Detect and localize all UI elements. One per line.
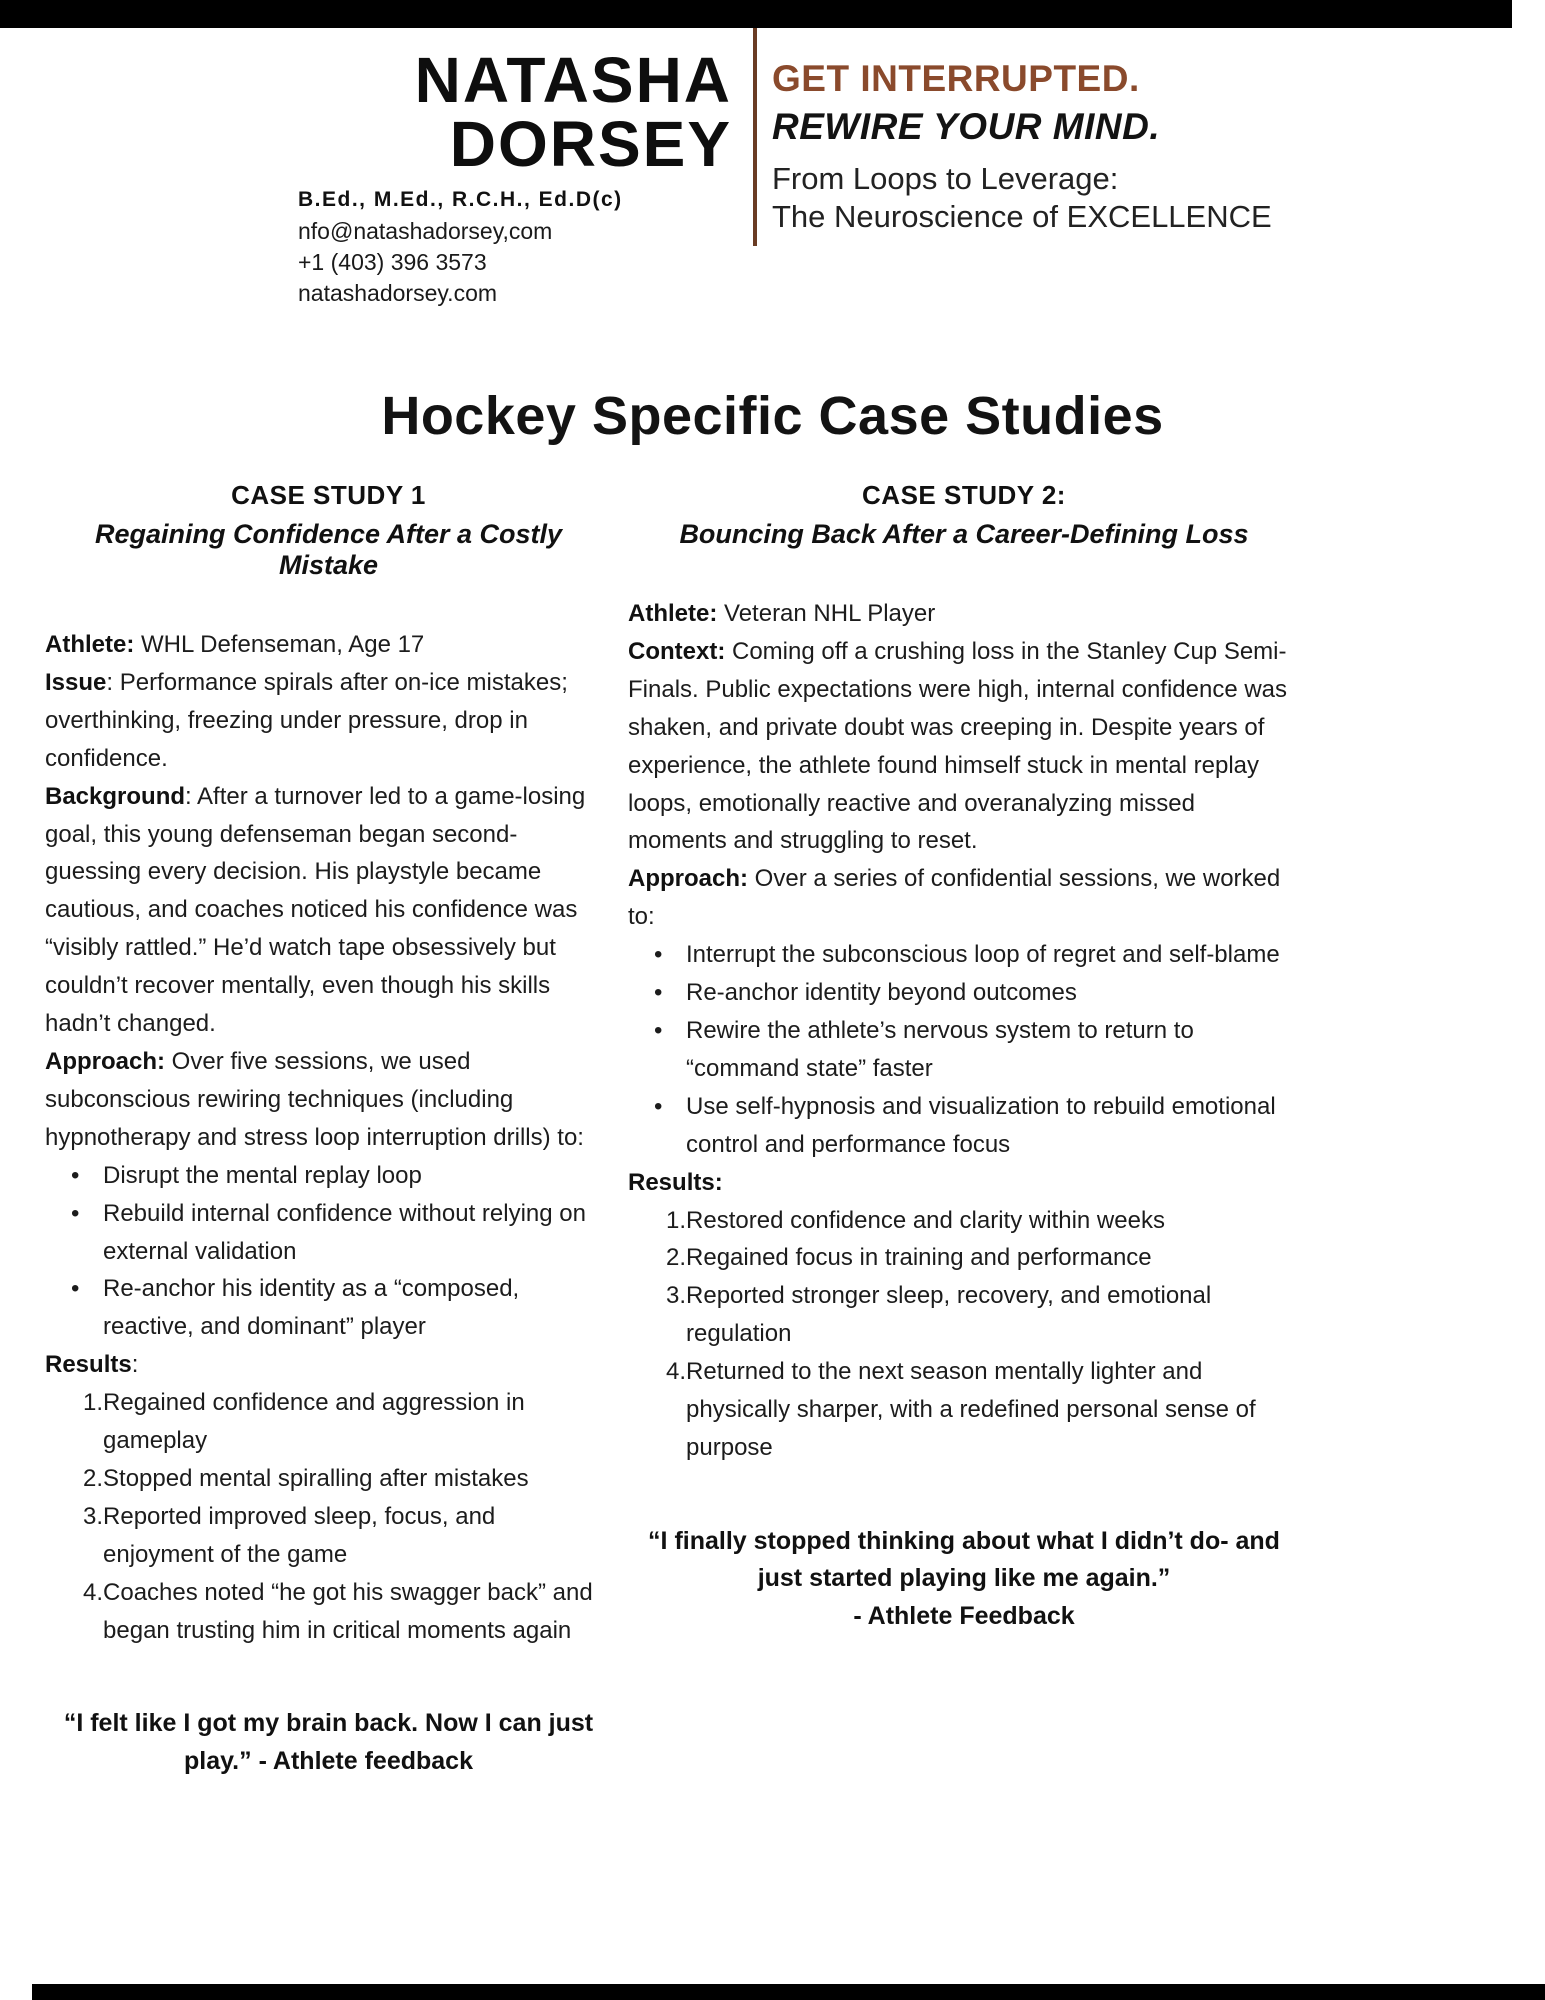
result-text: Coaches noted “he got his swagger back” and began trusting him in critical moments again (103, 1578, 593, 1644)
page-title: Hockey Specific Case Studies (381, 386, 1164, 446)
context-paragraph (628, 633, 1300, 860)
brand-phone: +1 (403) 396 3573 (298, 249, 487, 276)
tagline-rewire-your-mind: REWIRE YOUR MIND. (772, 106, 1161, 147)
results-heading (45, 1346, 612, 1384)
athlete-value: WHL Defenseman, Age 17 (141, 631, 425, 658)
result-text: Reported stronger sleep, recovery, and emotional regulation (686, 1282, 1212, 1348)
case-study-2-heading: CASE STUDY 2: (862, 480, 1066, 510)
results-heading (628, 1164, 1300, 1202)
athlete-label: Athlete: (45, 631, 135, 658)
results-label: Results (45, 1351, 132, 1379)
approach-paragraph (45, 1043, 612, 1157)
athlete-line (628, 595, 1300, 633)
issue-paragraph (45, 664, 612, 778)
list-item (654, 974, 1300, 1012)
issue-label: Issue (45, 668, 107, 696)
athlete-line (45, 626, 612, 664)
background-text: : After a turnover led to a game-losing goal, this young defenseman began second-guessing every decision. His playstyle became cautious, and coaches noticed his confidence was “visibly rattled.” He’d watch tape obsessively but couldn’t recover mentally, even though his skills hadn’t changed. (45, 782, 586, 1038)
result-text: Returned to the next season mentally lighter and physically sharper, with a redefined personal sense of purpose (686, 1358, 1256, 1461)
result-text: Regained focus in training and performance (686, 1244, 1152, 1272)
list-item (83, 1574, 612, 1650)
case-study-2 (628, 480, 1300, 1780)
athlete-quote (628, 1523, 1300, 1636)
quote-text: “I finally stopped thinking about what I didn’t do- and just started playing like me again.” (648, 1526, 1280, 1593)
list-item (666, 1277, 1300, 1353)
bottom-black-bar (32, 1984, 1545, 2000)
quote-attribution: - Athlete Feedback (853, 1601, 1075, 1630)
brand-name-line1: NATASHA (414, 44, 732, 116)
bullet-text: • Re-anchor identity beyond outcomes (686, 979, 1077, 1007)
approach-bullet-list (628, 936, 1300, 1163)
approach-text: Over five sessions, we used subconscious rewiring techniques (including hypnotherapy and stress loop interruption drills) to: (45, 1047, 584, 1151)
case-study-1-body (45, 626, 612, 1780)
results-label: Results: (628, 1168, 723, 1196)
results-colon: : (131, 1351, 139, 1379)
brand-block (298, 44, 732, 309)
brand-name-line2: DORSEY (449, 108, 732, 180)
bullet-text: • Interrupt the subconscious loop of regret and self-blame (686, 941, 1280, 969)
list-item (83, 1498, 612, 1574)
brand-credentials: B.Ed., M.Ed., R.C.H., Ed.D(c) (298, 188, 623, 211)
tagline-get-interrupted: GET INTERRUPTED. (772, 58, 1140, 99)
result-text: Regained confidence and aggression in gameplay (103, 1389, 525, 1455)
result-text: Restored confidence and clarity within weeks (686, 1206, 1165, 1234)
list-item (654, 936, 1300, 974)
case-study-1 (45, 480, 612, 1780)
list-item (666, 1202, 1300, 1240)
list-item (71, 1195, 612, 1271)
list-item (654, 1012, 1300, 1088)
brand-name (298, 44, 732, 180)
background-label: Background (45, 782, 186, 810)
background-paragraph (45, 778, 612, 1043)
athlete-quote: “I felt like I got my brain back. Now I can just play.” - Athlete feedback (63, 1709, 594, 1775)
case-study-2-subheading: Bouncing Back After a Career-Defining Loss (679, 519, 1249, 549)
list-item (666, 1353, 1300, 1467)
result-text: Stopped mental spiralling after mistakes (103, 1464, 529, 1492)
case-study-2-body (628, 595, 1300, 1635)
context-text: Coming off a crushing loss in the Stanley Cup Semi-Finals. Public expectations were high, internal confidence was shaken, and private doubt was creeping in. Despite years of experience, the athlete found himself stuck in mental replay loops, emotionally reactive and overanalyzing missed moments and struggling to reset. (628, 637, 1288, 855)
case-study-1-subheading: Regaining Confidence After a Costly Mistake (94, 519, 563, 580)
bullet-text: • Re-anchor his identity as a “composed, reactive, and dominant” player (103, 1275, 520, 1341)
top-black-bar (0, 0, 1512, 28)
list-item (83, 1384, 612, 1460)
list-item (666, 1239, 1300, 1277)
header-divider (753, 28, 757, 246)
result-text: Reported improved sleep, focus, and enjoyment of the game (103, 1502, 496, 1568)
brand-website: natashadorsey.com (298, 280, 498, 307)
case-studies (45, 480, 1300, 1780)
athlete-label: Athlete: (628, 600, 718, 627)
approach-label: Approach: (628, 865, 748, 893)
athlete-value: Veteran NHL Player (724, 600, 936, 627)
tagline-block (772, 58, 1272, 236)
approach-bullet-list (45, 1157, 612, 1347)
bullet-text: • Disrupt the mental replay loop (103, 1161, 422, 1189)
list-item (83, 1460, 612, 1498)
brand-contact (298, 216, 732, 309)
bullet-text: • Rebuild internal confidence without relying on external validation (103, 1199, 586, 1265)
list-item (654, 1088, 1300, 1164)
context-label: Context: (628, 637, 726, 665)
bullet-text: • Rewire the athlete’s nervous system to return to “command state” faster (686, 1016, 1194, 1082)
brand-email: nfo@natashadorsey,com (298, 218, 553, 244)
approach-text: Over a series of confidential sessions, we worked to: (628, 865, 1281, 931)
results-list (628, 1202, 1300, 1467)
approach-paragraph (628, 860, 1300, 936)
results-list (45, 1384, 612, 1649)
issue-text: : Performance spirals after on-ice mistakes; overthinking, freezing under pressure, drop in confidence. (45, 668, 568, 772)
tagline-neuroscience: The Neuroscience of EXCELLENCE (772, 199, 1272, 234)
tagline-from-loops: From Loops to Leverage: (772, 161, 1119, 196)
case-study-1-heading: CASE STUDY 1 (231, 480, 426, 510)
list-item (71, 1270, 612, 1346)
bullet-text: • Use self-hypnosis and visualization to rebuild emotional control and performance focus (686, 1092, 1276, 1158)
approach-label: Approach: (45, 1047, 165, 1075)
list-item (71, 1157, 612, 1195)
